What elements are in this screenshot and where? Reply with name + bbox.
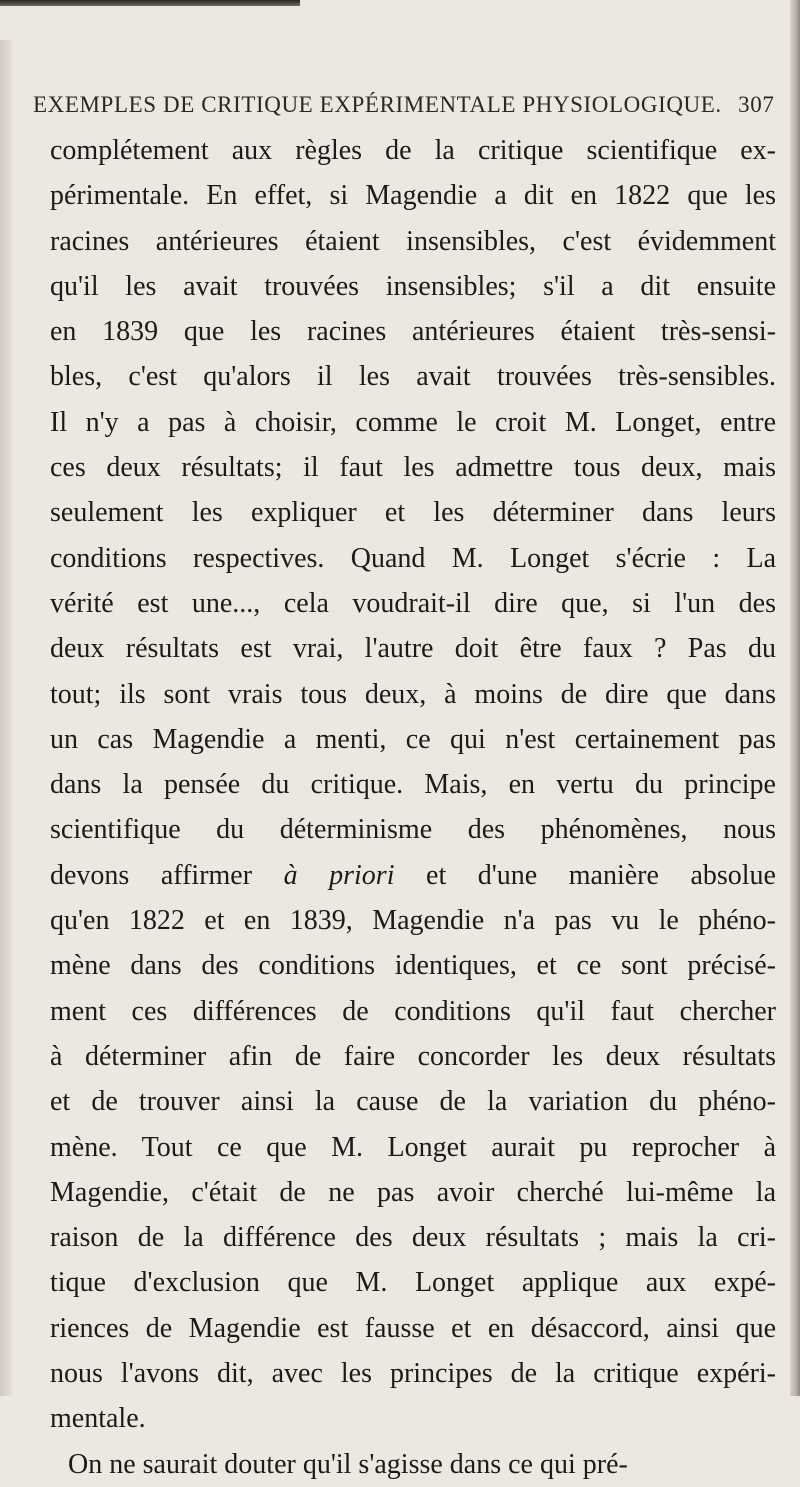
text-line: raison de la différence des deux résultats ; mais la cri- — [50, 1222, 776, 1254]
text-line: tout; ils sont vrais tous deux, à moins de dire que dans — [50, 678, 776, 710]
text-line: ment ces différences de conditions qu'il faut chercher — [50, 995, 776, 1027]
text-line: dans la pensée du critique. Mais, en vertu du principe — [50, 769, 776, 801]
text-line: périmentale. En effet, si Magendie a dit en 1822 que les — [50, 180, 776, 212]
text-line: racines antérieures étaient insensibles, c'est évidemment — [50, 225, 776, 257]
text-line: tique d'exclusion que M. Longet applique aux expé- — [50, 1267, 776, 1299]
paragraph-first-line: On ne saurait douter qu'il s'agisse dans ce qui pré- — [68, 1448, 628, 1480]
text-line: et de trouver ainsi la cause de la variation du phéno- — [50, 1086, 776, 1118]
page-number: 307 — [738, 92, 775, 117]
text-line: complétement aux règles de la critique scientifique ex- — [50, 135, 776, 166]
text-line: mène dans des conditions identiques, et ce sont précisé- — [50, 950, 776, 982]
text-line: deux résultats est vrai, l'autre doit être faux ? Pas du — [50, 633, 776, 665]
page-header — [33, 92, 773, 118]
text-segment: devons affirmer — [50, 859, 284, 891]
text-line-with-italic — [50, 853, 776, 898]
text-line: un cas Magendie a menti, ce qui n'est certainement pas — [50, 723, 776, 755]
page-binding-edge — [790, 0, 800, 1396]
top-rule — [0, 0, 300, 6]
text-line: nous l'avons dit, avec les principes de la critique expéri- — [50, 1358, 776, 1390]
text-line: riences de Magendie est fausse et en désaccord, ainsi que — [50, 1312, 776, 1344]
text-line: bles, c'est qu'alors il les avait trouvées très-sensibles. — [50, 361, 776, 393]
text-line: qu'en 1822 et en 1839, Magendie n'a pas vu le phéno- — [50, 905, 776, 937]
body-text — [50, 128, 776, 1487]
text-line: Magendie, c'était de ne pas avoir cherché lui-même la — [50, 1176, 776, 1208]
running-title: EXEMPLES DE CRITIQUE EXPÉRIMENTALE PHYSIOLOGIQUE. — [33, 92, 722, 117]
text-line: ces deux résultats; il faut les admettre tous deux, mais — [50, 452, 776, 484]
paragraph-last-line: mentale. — [50, 1403, 146, 1435]
text-line: scientifique du déterminisme des phénomènes, nous — [50, 814, 776, 846]
text-line: à déterminer afin de faire concorder les deux résultats — [50, 1040, 776, 1072]
text-line: Il n'y a pas à choisir, comme le croit M. Longet, entre — [50, 406, 776, 438]
text-line: qu'il les avait trouvées insensibles; s'il a dit ensuite — [50, 270, 776, 302]
text-segment: et d'une manière absolue — [394, 859, 776, 891]
italic-phrase: à priori — [283, 859, 395, 891]
text-line: en 1839 que les racines antérieures étaient très-sensi- — [50, 316, 776, 348]
text-line: conditions respectives. Quand M. Longet s'écrie : La — [50, 542, 776, 574]
text-line: vérité est une..., cela voudrait-il dire que, si l'un des — [50, 587, 776, 619]
text-line: seulement les expliquer et les déterminer dans leurs — [50, 497, 776, 529]
page-left-edge — [0, 40, 12, 1396]
text-line: mène. Tout ce que M. Longet aurait pu reprocher à — [50, 1131, 776, 1163]
